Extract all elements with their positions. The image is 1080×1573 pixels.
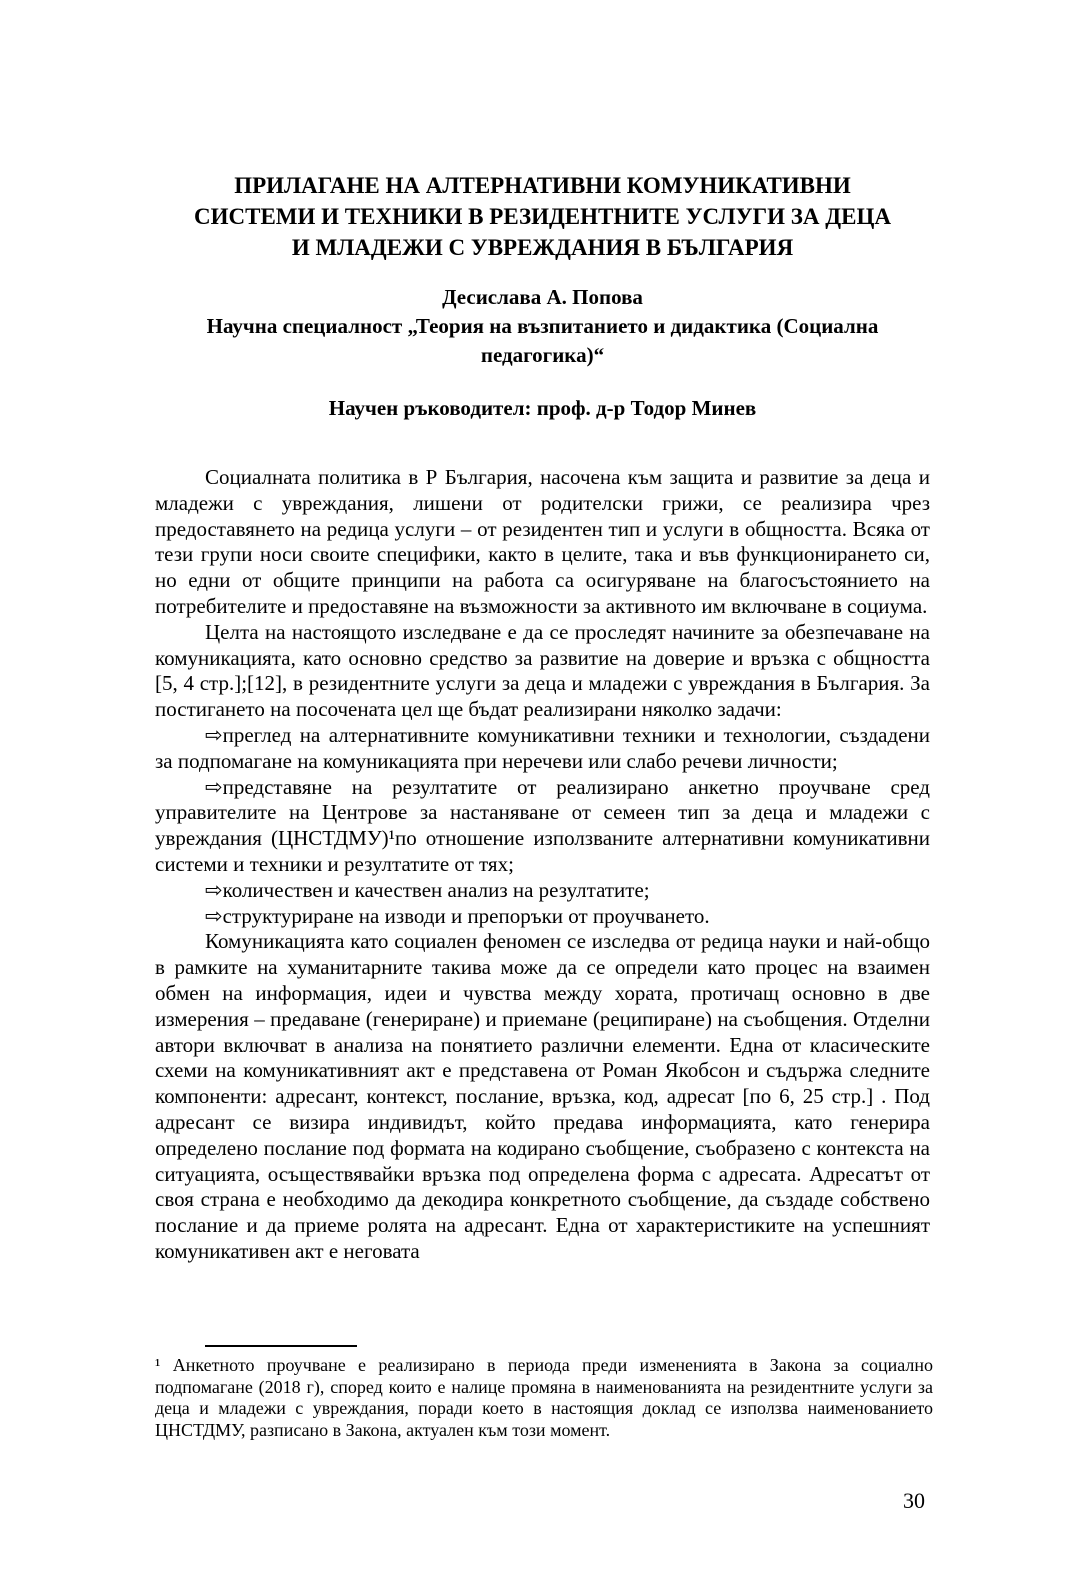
- task-item-conclusions: ⇨структуриране на изводи и препоръки от проучването.: [205, 903, 710, 928]
- scientific-specialty: Научна специалност „Теория на възпитанието и дидактика (Социална педагогика)“: [206, 314, 879, 367]
- author-name: Десислава А. Попова: [442, 285, 643, 309]
- paper-title-line-2: СИСТЕМИ И ТЕХНИКИ В РЕЗИДЕНТНИТЕ УСЛУГИ ЗА ДЕЦА: [194, 204, 891, 229]
- task-item-review: ⇨преглед на алтернативните комуникативни техники и технологии, създадени за подпомагане на комуникацията при неречеви или слабо речеви личности;: [155, 722, 930, 773]
- paragraph-social-policy: Социалната политика в Р България, насочена към защита и развитие за деца и младежи с увреждания, лишени от родителски грижи, се реализира чрез предоставянето на редица услуги – от резидентен тип и услуги в общността. Всяка от тези групи носи своите специфики, както в целите, така и във функционирането си, но едни от общите принципи на работа са осигуряване на благосъстоянието на потребителите и предоставяне на възможности за активното им включване в социума.: [155, 465, 930, 618]
- title-block: [155, 170, 930, 263]
- paper-title-line-3: И МЛАДЕЖИ С УВРЕЖДАНИЯ В БЪЛГАРИЯ: [291, 235, 794, 260]
- article-body: [155, 465, 930, 1265]
- footnote-separator-line: [205, 1345, 357, 1347]
- task-item-analysis: ⇨количествен и качествен анализ на резултатите;: [205, 877, 650, 902]
- supervisor-line: Научен ръководител: проф. д-р Тодор Минев: [328, 396, 757, 420]
- paragraph-study-goal: Целта на настоящото изследване е да се проследят начините за обезпечаване на комуникацията, като основно средство за развитие на доверие и връзка с общността [5, 4 стр.];[12], в резидентните услуги за деца и младежи с увреждания в България. За постигането на посочената цел ще бъдат реализирани няколко задачи:: [155, 619, 930, 722]
- page-number: 30: [903, 1488, 925, 1513]
- paper-title-line-1: ПРИЛАГАНЕ НА АЛТЕРНАТИВНИ КОМУНИКАТИВНИ: [234, 173, 851, 198]
- paragraph-communication: Комуникацията като социален феномен се изследва от редица науки и най-общо в рамките на хуманитарните такива може да се определи като процес на взаимен обмен на информация, идеи и чувства между хората, протичащ основно в две измерения – предаване (генериране) и приемане (реципиране) на съобщения. Отделни автори включват в анализа на понятието различни елементи. Една от класическите схеми на комуникативният акт е представена от Роман Якобсон и съдържа следните компоненти: адресант, контекст, послание, връзка, код, адресат [по 6, 25 стр.] . Под адресант се визира индивидът, който предава информацията, като генерира определено послание под формата на кодирано съобщение, съобразено с контекста на ситуацията, осъществявайки връзка под определена форма с адресата. Адресатът от своя страна е необходимо да декодира конкретното съобщение, да създаде собствено послание и да приеме ролята на адресант. Една от характеристиките на успешният комуникативен акт е неговата: [155, 929, 930, 1263]
- task-item-survey: ⇨представяне на резултатите от реализирано анкетно проучване сред управителите на Центрове за настаняване от семеен тип за деца и младежи с увреждания (ЦНСТДМУ)¹по отношение използваните алтернативни комуникативни системи и техники и резултатите от тях;: [155, 774, 930, 876]
- footnote-text: ¹ Анкетното проучване е реализирано в периода преди измененията в Закона за социално подпомагане (2018 г), според които е налице промяна в наименованията на резидентните услуги за деца и младежи с увреждания, поради което в настоящия доклад се използва наименованието ЦНСТДМУ, разписано в Закона, актуален към този момент.: [155, 1355, 933, 1440]
